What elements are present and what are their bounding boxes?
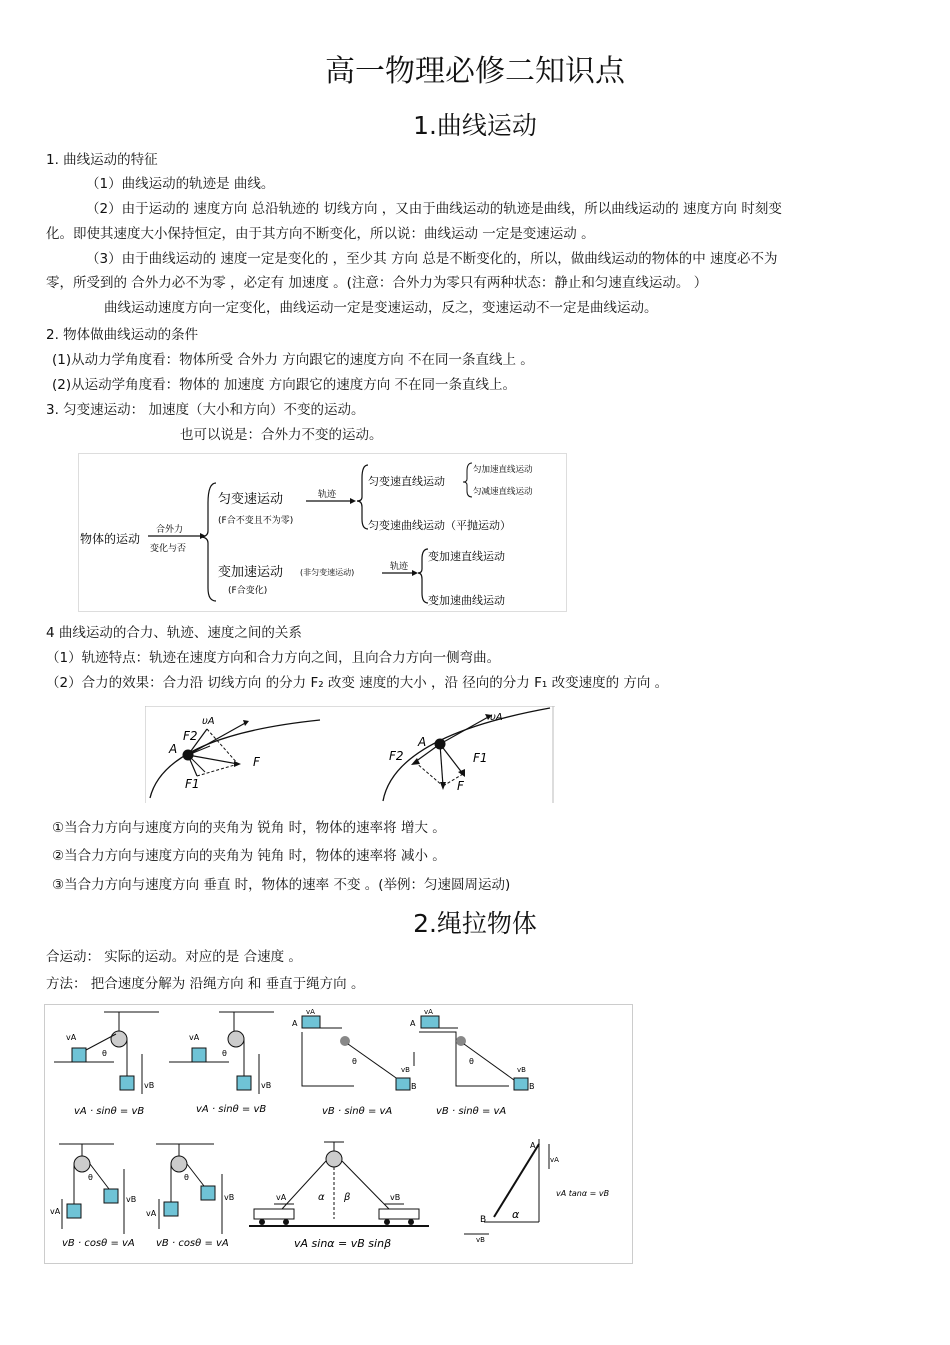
angle-label: α	[512, 1208, 520, 1221]
velocity-label: vA	[276, 1193, 287, 1202]
tree-branch-uniform-note: (F合不变且不为零)	[218, 516, 294, 526]
point-label: B	[480, 1215, 487, 1225]
velocity-label: vB	[390, 1193, 401, 1202]
angle-label: θ	[184, 1173, 189, 1182]
page-title: 高一物理必修二知识点	[325, 54, 625, 89]
angle-label: θ	[469, 1057, 474, 1066]
tree-root-arrow-sublabel: 变化与否	[150, 544, 187, 554]
paragraph: (1)从动力学角度看：物体所受 合外力 方向跟它的速度方向 不在同一条直线上 。	[52, 352, 534, 368]
velocity-label: vA	[550, 1156, 559, 1164]
equation: vA · sinθ = vB	[196, 1104, 267, 1115]
velocity-label: vA	[189, 1033, 200, 1042]
tree-leaf: 匀减速直线运动	[473, 487, 533, 497]
velocity-label: vA	[50, 1207, 61, 1216]
tree-root: 物体的运动	[80, 532, 141, 546]
equation: vA sinα = vB sinβ	[294, 1237, 392, 1250]
velocity-label: vB	[261, 1081, 272, 1090]
tree-arrow-label: 轨迹	[318, 490, 337, 500]
section-heading-curved-motion: 1.曲线运动	[413, 111, 537, 140]
paragraph: 合运动： 实际的运动。对应的是 合速度 。	[46, 949, 302, 965]
velocity-label: vB	[144, 1081, 155, 1090]
point-label: A	[169, 742, 178, 756]
section-heading-rope: 2.绳拉物体	[413, 909, 537, 938]
point-label: B	[411, 1082, 417, 1091]
tree-leaf: 匀变速直线运动	[368, 475, 445, 488]
tree-branch-variable-paren: (非匀变速运动)	[300, 568, 355, 577]
tree-leaf: 变加速曲线运动	[428, 594, 505, 607]
conclusion-item: ②当合力方向与速度方向的夹角为 钝角 时，物体的速率将 减小 。	[52, 848, 446, 864]
angle-label: α	[318, 1192, 325, 1203]
force-label: F2	[389, 749, 404, 763]
subsection-title: 3. 匀变速运动： 加速度（大小和方向）不变的运动。	[46, 402, 365, 418]
conclusion-item: ①当合力方向与速度方向的夹角为 锐角 时，物体的速率将 增大 。	[52, 820, 446, 836]
force-decomposition-figure	[145, 706, 555, 803]
angle-label: β	[344, 1192, 351, 1203]
equation: vB · sinθ = vA	[322, 1106, 393, 1117]
subsection-title: 4 曲线运动的合力、轨迹、速度之间的关系	[46, 625, 302, 641]
velocity-label: vB	[517, 1066, 526, 1074]
velocity-label: vB	[401, 1066, 410, 1074]
subsection-title: 2. 物体做曲线运动的条件	[46, 327, 199, 343]
force-label: F2	[183, 729, 198, 743]
equation: vB · cosθ = vA	[62, 1238, 135, 1249]
paragraph: （2）由于运动的 速度方向 总沿轨迹的 切线方向 ，又由于曲线运动的轨迹是曲线，所以曲线运动的 速度方向 时刻变	[86, 201, 782, 217]
paragraph: （3）由于曲线运动的 速度一定是变化的 ，至少其 方向 总是不断变化的，所以，做曲线运动的物体的中 速度必不为	[86, 251, 778, 267]
angle-label: θ	[352, 1057, 357, 1066]
paragraph: (2)从运动学角度看：物体的 加速度 方向跟它的速度方向 不在同一条直线上。	[52, 377, 516, 393]
paragraph: 化。即使其速度大小保持恒定，由于其方向不断变化，所以说：曲线运动 一定是变速运动 。	[46, 226, 595, 242]
force-label: F	[253, 755, 260, 769]
paragraph: 曲线运动速度方向一定变化，曲线运动一定是变速运动，反之，变速运动不一定是曲线运动。	[104, 300, 658, 316]
point-label: A	[292, 1019, 298, 1028]
point-label: A	[410, 1019, 416, 1028]
paragraph: 零，所受到的 合外力必不为零 ，必定有 加速度 。(注意：合外力为零只有两种状态：静止和匀速直线运动。 ）	[46, 275, 708, 291]
equation: vA · sinθ = vB	[74, 1106, 145, 1117]
force-label: F1	[473, 751, 488, 765]
point-label: B	[529, 1082, 535, 1091]
tree-leaf: 匀加速直线运动	[473, 465, 533, 475]
point-label: A	[530, 1141, 536, 1150]
paragraph: （1）轨迹特点：轨迹在速度方向和合力方向之间，且向合力方向一侧弯曲。	[46, 650, 501, 666]
tree-leaf: 匀变速曲线运动（平抛运动）	[368, 519, 511, 532]
velocity-label: vB	[476, 1236, 485, 1244]
velocity-label: υA	[490, 712, 503, 723]
tree-root-arrow-label: 合外力	[156, 525, 184, 535]
tree-leaf: 变加速直线运动	[428, 550, 505, 563]
velocity-label: υA	[202, 716, 215, 727]
motion-classification-diagram	[78, 453, 568, 613]
tree-branch-variable: 变加速运动	[218, 565, 284, 580]
tree-branch-variable-note: (F合变化)	[228, 586, 268, 596]
paragraph: 方法： 把合速度分解为 沿绳方向 和 垂直于绳方向 。	[46, 976, 365, 992]
force-label: F	[457, 779, 464, 793]
angle-label: θ	[88, 1173, 93, 1182]
velocity-label: vA	[306, 1008, 315, 1016]
conclusion-item: ③当合力方向与速度方向 垂直 时，物体的速率 不变 。(举例：匀速圆周运动)	[52, 877, 511, 893]
velocity-label: vB	[126, 1195, 137, 1204]
point-label: A	[418, 735, 427, 749]
equation: vA tanα = vB	[556, 1189, 610, 1198]
tree-arrow-label: 轨迹	[390, 562, 409, 572]
paragraph: （2）合力的效果：合力沿 切线方向 的分力 F₂ 改变 速度的大小 ，沿 径向的分力 F₁ 改变速度的 方向 。	[46, 675, 669, 691]
angle-label: θ	[222, 1049, 227, 1058]
angle-label: θ	[102, 1049, 107, 1058]
velocity-label: vA	[146, 1209, 157, 1218]
paragraph: （1）曲线运动的轨迹是 曲线。	[86, 176, 275, 192]
velocity-label: vA	[66, 1033, 77, 1042]
rope-pulling-figure	[44, 1004, 634, 1264]
tree-branch-uniform: 匀变速运动	[218, 492, 284, 507]
equation: vB · sinθ = vA	[436, 1106, 507, 1117]
velocity-label: vB	[224, 1193, 235, 1202]
subsection-title: 1. 曲线运动的特征	[46, 152, 158, 168]
equation: vB · cosθ = vA	[156, 1238, 229, 1249]
force-label: F1	[185, 777, 200, 791]
velocity-label: vA	[424, 1008, 433, 1016]
paragraph: 也可以说是：合外力不变的运动。	[180, 427, 383, 443]
